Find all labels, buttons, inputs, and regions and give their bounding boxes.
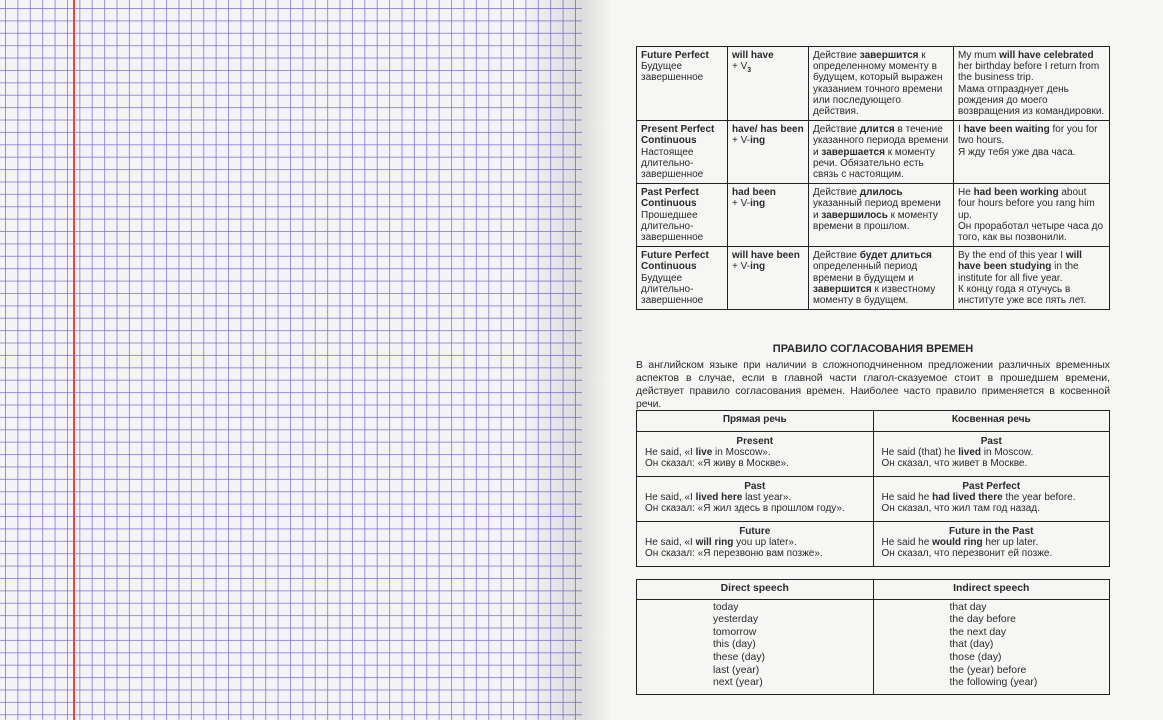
tense-usage-text: завершится [813,283,872,295]
tense-form-aux: had been [732,187,776,199]
reference-page [582,0,1163,720]
indirect-speech-header: Косвенная речь [873,411,1110,432]
tense-row [637,121,1110,184]
indirect-example-en [882,447,1102,458]
tense-usage-text: завершается [821,146,885,158]
tense-form-plus: + V- [732,135,751,147]
tense-name-ru: Прошедшее длительно-завершенное [641,209,704,244]
tense-usage-text: к моменту времени в прошлом. [813,209,938,232]
tense-example-text: He [958,187,974,199]
tense-example-text: have been waiting [963,124,1050,136]
tense-name: Future Perfect [641,50,709,61]
indirect-speech-cell [873,522,1110,567]
tense-form-plus: + V- [732,261,751,273]
direct-example-text: in Moscow». [712,447,771,459]
indirect-time-word: the next day [949,626,1007,638]
tense-usage-text: Действие [813,124,860,136]
tense-row [637,184,1110,247]
tenses-table [636,46,1110,310]
tense-form-aux: will have [732,50,774,61]
tense-row [637,247,1110,310]
tense-form-verb [732,135,804,146]
tense-example-cell [954,247,1110,310]
tense-form-plus: + V- [732,198,751,210]
indirect-time-word: the following (year) [949,677,1038,689]
tense-example-text: for you for two hours. [958,124,1098,147]
tense-usage-text: к известному моменту в будущем. [813,283,936,307]
tense-usage-text: указанный период времени и [813,198,941,221]
direct-speech-cell [637,522,874,567]
indirect-example-ru: Он сказал, что живет в Москве. [881,458,1028,470]
tense-example-text: will have been studying [958,250,1082,273]
tense-example-en [958,250,1105,284]
indirect-example-en [882,492,1102,503]
tense-example-text: in the institute for all five year. [958,261,1079,284]
tense-name-cell [637,121,728,184]
indirect-example-text: in Moscow. [981,447,1034,459]
rule-text: В английском языке при наличии в сложноподчиненном предложении различных временных аспектов в случае, если в главной части глагол-сказуемое стоит в прошедшем времени, действует правило согласования времен. Наиболее часто правило применяется в косвенной речи. [636,360,1110,410]
speech-row [637,477,1110,522]
tense-example-cell [954,184,1110,247]
tense-name-ru: Будущее длительно-завершенное [641,272,704,307]
tense-example-en [958,50,1105,84]
tense-usage-text: определенный период времени в будущем и [813,261,918,284]
tense-name-cell [637,47,728,121]
tense-usage-text: будет длиться [859,250,932,262]
page-gutter-shadow [582,0,612,720]
tense-form-suffix: ing [750,198,766,210]
indirect-example-text: had lived there [932,492,1003,504]
tense-form-cell [728,121,809,184]
direct-time-word: last (year) [713,664,760,676]
tense-name: Present Perfect Continuous [641,124,715,147]
direct-time-word: yesterday [713,614,759,626]
indirect-time-word: those (day) [949,651,1002,663]
indirect-example-text: her up later. [982,537,1039,549]
indirect-example-text: lived [958,447,982,459]
tense-form-verb [732,61,804,76]
time-words-table [636,579,1110,695]
indirect-example-ru: Он сказал, что перезвонит ей позже. [881,548,1053,560]
tense-usage-text: Действие [813,50,860,61]
tense-example-text: I [958,124,964,136]
direct-example-text: He said, «I [645,492,696,504]
tense-form-cell [728,247,809,310]
tense-example-ru: Он проработал четыре часа до того, как вы позвонили. [958,220,1104,244]
tense-form-sub: 3 [747,67,752,75]
indirect-example-text: would ring [932,537,983,549]
tense-form-verb [732,198,804,209]
tense-name-ru: Будущее завершенное [641,61,704,84]
direct-time-word: this (day) [713,639,756,651]
direct-words-header: Direct speech [637,580,874,600]
tense-name: Future Perfect Continuous [641,250,709,273]
direct-speech-cell [637,477,874,522]
indirect-tense-title: Past [980,436,1002,447]
tense-example-cell [954,121,1110,184]
tense-form-aux: have/ has been [732,124,804,136]
direct-tense-title: Past [744,481,766,492]
tense-usage-text: к определенному моменту в будущем, который выражен указанием точного времени или последующего действия. [813,50,943,118]
direct-example-en [645,537,865,548]
tense-example-text: By the end of this year I [958,250,1066,262]
tense-example-en [958,124,1105,146]
indirect-speech-cell [873,477,1110,522]
tense-name-cell [637,247,728,310]
direct-time-word: today [713,601,739,613]
tense-example-cell [954,47,1110,121]
direct-example-text: will ring [695,537,734,549]
tense-example-text: about four hours before you rang him up. [958,187,1095,221]
direct-example-text: you up later». [733,537,797,549]
direct-speech-header: Прямая речь [637,411,874,432]
tense-usage-text: к моменту речи. Обязательно есть связь с настоящим. [813,146,935,181]
indirect-example-text: He said he [881,492,933,504]
tense-form-cell [728,184,809,247]
speech-row [637,432,1110,477]
tense-form-suffix: ing [750,135,766,147]
tense-form-cell [728,47,809,121]
tense-usage-cell [809,47,954,121]
tense-example-text: had been working [973,187,1059,199]
indirect-tense-title: Past Perfect [962,481,1021,492]
indirect-time-word: that day [949,601,987,613]
tense-example-ru: К концу года я отучусь в институте уже все пять лет. [958,283,1087,307]
tense-example-text: My mum [958,50,1000,61]
tense-usage-text: Действие [813,187,860,199]
tense-usage-text: в течение указанного периода времени и [813,124,949,158]
tense-name: Past Perfect Continuous [641,187,699,210]
direct-example-en [645,447,865,458]
indirect-speech-cell [873,432,1110,477]
direct-words-list [637,599,874,694]
direct-example-text: He said, «I [645,447,696,459]
direct-example-ru: Он сказал: «Я живу в Москве». [645,458,789,470]
tense-usage-text: завершилось [821,209,888,221]
direct-example-ru: Он сказал: «Я жил здесь в прошлом году». [645,503,845,515]
direct-tense-title: Present [736,436,774,447]
indirect-example-en [882,537,1102,548]
tense-example-text: her birthday before I return from the business trip. [958,61,1100,84]
indirect-example-text: the year before. [1002,492,1076,504]
tense-usage-cell [809,247,954,310]
tense-usage-cell [809,184,954,247]
tense-example-ru: Мама отпразднует день рождения до моего возвращения из командировки. [958,83,1105,118]
red-margin-line [73,0,75,720]
page-gutter-shadow [522,0,582,720]
tense-usage-text: Действие [813,250,860,262]
tense-name-ru: Настоящее длительно-завершенное [641,146,704,181]
direct-example-en [645,492,865,503]
indirect-words-list [873,599,1110,694]
direct-speech-cell [637,432,874,477]
direct-example-text: live [695,447,713,459]
direct-example-text: lived here [695,492,743,504]
tense-usage-cell [809,121,954,184]
tense-name-cell [637,184,728,247]
tense-example-ru: Я жду тебя уже два часа. [958,146,1076,158]
direct-example-ru: Он сказал: «Я перезвоню вам позже». [645,548,823,560]
tense-row [637,47,1110,121]
speech-row [637,522,1110,567]
indirect-time-word: that (day) [949,639,994,651]
tense-example-text: will have celebrated [999,50,1094,61]
direct-example-text: He said, «I [645,537,696,549]
tense-example-en [958,187,1105,221]
indirect-example-text: He said (that) he [881,447,959,459]
direct-time-word: these (day) [713,651,765,663]
indirect-tense-title: Future in the Past [949,526,1034,537]
indirect-time-word: the (year) before [949,664,1027,676]
direct-tense-title: Future [739,526,771,537]
indirect-words-header: Indirect speech [873,580,1110,600]
direct-example-text: last year». [742,492,792,504]
reported-speech-table [636,410,1110,567]
indirect-time-word: the day before [949,614,1016,626]
indirect-example-ru: Он сказал, что жил там год назад. [881,503,1040,515]
tense-form-plus: + V [732,61,748,73]
tense-usage-text: завершится [859,50,919,61]
indirect-example-text: He said he [881,537,933,549]
tense-form-aux: will have been [732,250,800,262]
tense-usage-text: длится [859,124,895,136]
rule-heading: ПРАВИЛО СОГЛАСОВАНИЯ ВРЕМЕН [772,343,974,355]
tense-form-verb [732,261,804,272]
tense-form-suffix: ing [750,261,766,273]
direct-time-word: next (year) [713,677,763,689]
direct-time-word: tomorrow [713,626,757,638]
tense-usage-text: длилось [859,187,903,199]
